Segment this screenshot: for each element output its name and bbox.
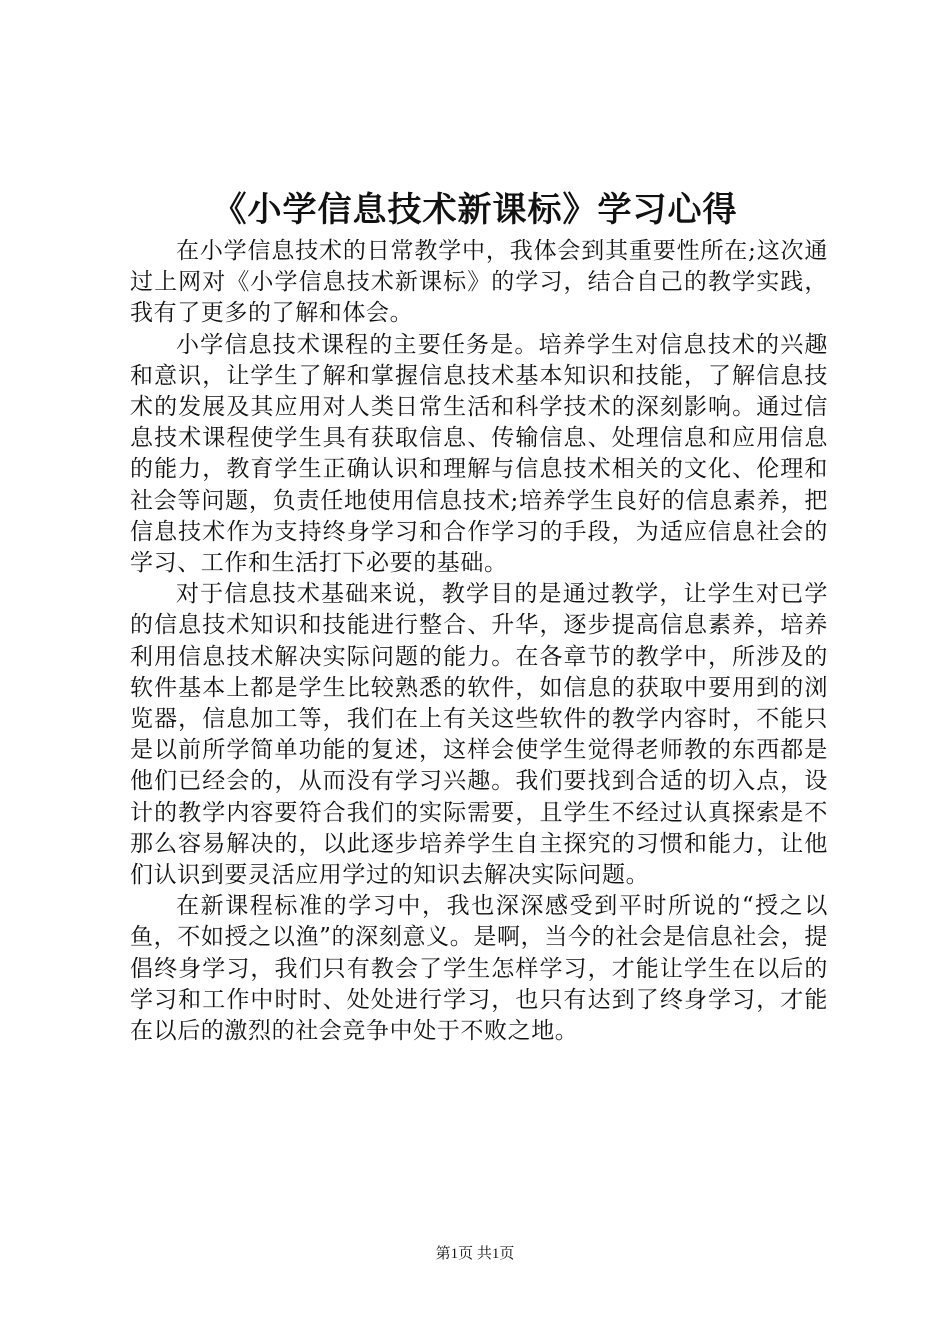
paragraph-3: 对于信息技术基础来说，教学目的是通过教学，让学生对已学的信息技术知识和技能进行整合、升华，逐步提高信息素养，培养利用信息技术解决实际问题的能力。在各章节的教学中，所涉及的软件基本上都是学生比较熟悉的软件，如信息的获取中要用到的浏览器，信息加工等，我们在上有关这些软件的教学内容时，不能只是以前所学简单功能的复述，这样会使学生觉得老师教的东西都是他们已经会的，从而没有学习兴趣。我们要找到合适的切入点，设计的教学内容要符合我们的实际需要，且学生不经过认真探索是不那么容易解决的，以此逐步培养学生自主探究的习惯和能力，让他们认识到要灵活应用学过的知识去解决实际问题。 <box>130 581 828 889</box>
page-footer: 第1页 共1页 <box>435 1246 515 1262</box>
document-body <box>130 236 828 1047</box>
paragraph-1: 在小学信息技术的日常教学中，我体会到其重要性所在;这次通过上网对《小学信息技术新课标》的学习，结合自己的教学实践，我有了更多的了解和体会。 <box>130 238 828 327</box>
paragraph-4: 在新课程标准的学习中，我也深深感受到平时所说的“授之以鱼，不如授之以渔”的深刻意义。是啊，当今的社会是信息社会，提倡终身学习，我们只有教会了学生怎样学习，才能让学生在以后的学习和工作中时时、处处进行学习，也只有达到了终身学习，才能在以后的激烈的社会竞争中处于不败之地。 <box>130 893 828 1045</box>
document-title: 《小学信息技术新课标》学习心得 <box>212 190 738 230</box>
paragraph-2: 小学信息技术课程的主要任务是。培养学生对信息技术的兴趣和意识，让学生了解和掌握信息技术基本知识和技能，了解信息技术的发展及其应用对人类日常生活和科学技术的深刻影响。通过信息技术课程使学生具有获取信息、传输信息、处理信息和应用信息的能力，教育学生正确认识和理解与信息技术相关的文化、伦理和社会等问题，负责任地使用信息技术;培养学生良好的信息素养，把信息技术作为支持终身学习和合作学习的手段，为适应信息社会的学习、工作和生活打下必要的基础。 <box>130 331 828 577</box>
